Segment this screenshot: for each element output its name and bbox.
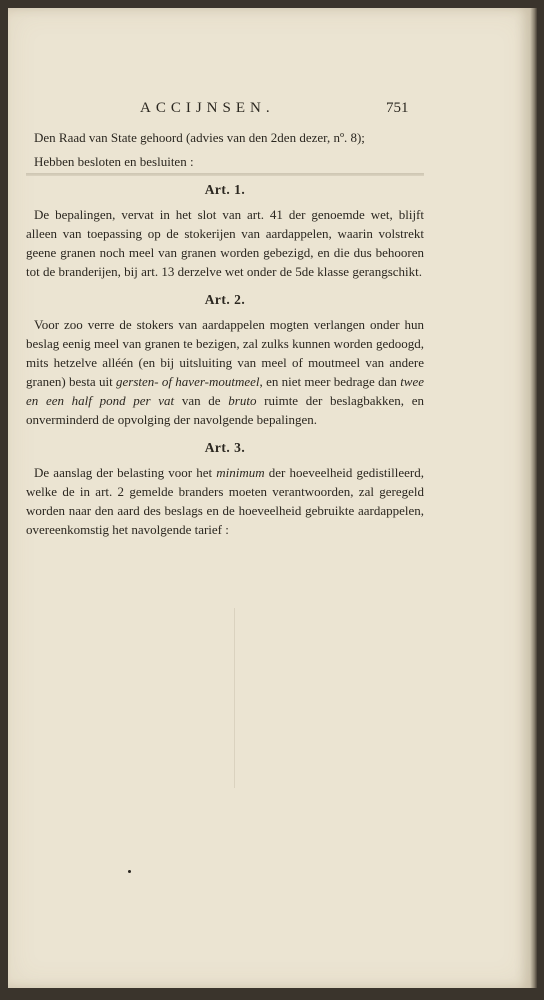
running-head: ACCIJNSEN. [140, 100, 275, 116]
page-edge [530, 8, 537, 988]
section-rule [26, 173, 424, 176]
resolution-line: Hebben besloten en besluiten : [34, 154, 194, 169]
page-body [26, 128, 424, 539]
article-2-heading: Art. 2. [204, 292, 246, 307]
book-page [8, 8, 530, 988]
article-2-italic-1: gersten- of haver-moutmeel [116, 374, 260, 389]
article-3-text-a: De aanslag der belasting voor het [34, 465, 217, 480]
article-1-text: De bepalingen, vervat in het slot van art. 41 der genoemde wet, blijft alleen van toepassing op de stokerijen van aardappelen, waarin volstrekt geene granen noch meel van granen worden gebezigd, en die dus behooren tot de branderijen, bij art. 13 derzelve wet onder de 5de klasse gerangschikt. [26, 207, 424, 279]
intro-paragraph: Den Raad van State gehoord (advies van den 2den dezer, nº. 8); [34, 130, 365, 145]
article-1-heading: Art. 1. [204, 182, 246, 197]
article-3-heading: Art. 3. [204, 440, 246, 455]
page-header [8, 100, 530, 124]
article-3-text-b: der hoeveelheid gedistilleerd, welke de in art. 2 gemelde branders moeten verantwoorden, zal geregeld worden naar den aard des beslags en de hoeveelheid gebruikte aardappelen, overeenkomstig het navolgende tarief : [26, 465, 424, 537]
ink-dot [128, 870, 131, 873]
page-number: 751 [386, 100, 409, 116]
article-2-italic-3: bruto [228, 393, 257, 408]
article-2-text-b: , en niet meer bedrage dan [259, 374, 401, 389]
article-2-text [26, 315, 424, 429]
article-3-italic-1: minimum [216, 465, 265, 480]
article-2-text-c: van de [174, 393, 229, 408]
show-through-line [234, 608, 235, 788]
article-2-italic-2: twee en een half pond per vat [26, 374, 425, 408]
article-2-text-d: ruimte der beslagbakken, en onverminderd de opvolging der navolgende bepalingen. [26, 393, 424, 427]
article-3-text [26, 463, 424, 539]
article-2-text-a: Voor zoo verre de stokers van aardappelen mogten verlangen onder hun beslag eenig meel van granen te bezigen, zal zulks kunnen worden gedoogd, mits hetzelve alléén (en bij uitsluiting van meel of moutmeel van andere granen) besta uit [26, 317, 424, 389]
